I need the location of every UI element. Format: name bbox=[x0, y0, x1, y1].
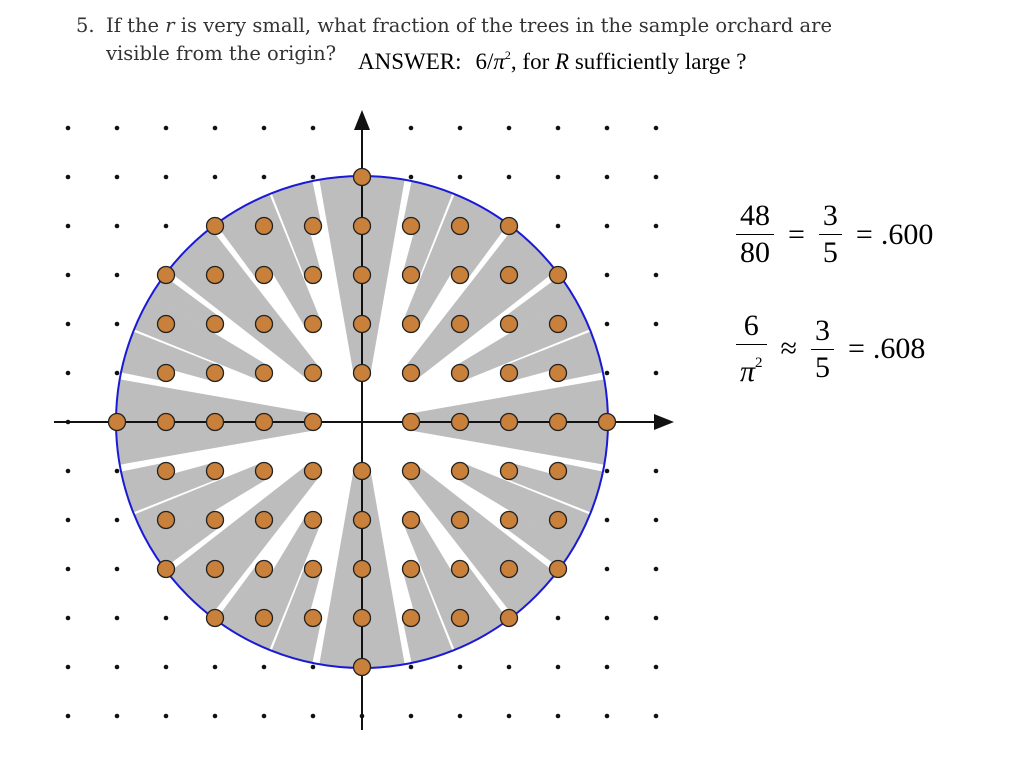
tree bbox=[403, 561, 420, 578]
eq2-value: .608 bbox=[872, 332, 926, 365]
lattice-point bbox=[115, 371, 120, 376]
lattice-point bbox=[654, 175, 659, 180]
lattice-point bbox=[654, 567, 659, 572]
shadow-wedge bbox=[0, 100, 171, 282]
tree bbox=[354, 659, 371, 676]
lattice-point bbox=[605, 665, 610, 670]
eq2-exp: 2 bbox=[755, 355, 763, 371]
lattice-point bbox=[458, 714, 463, 719]
tree bbox=[452, 512, 469, 529]
tree bbox=[501, 316, 518, 333]
shadow-wedge bbox=[403, 566, 583, 740]
lattice-point bbox=[164, 665, 169, 670]
lattice-point bbox=[605, 518, 610, 523]
tree bbox=[207, 218, 224, 235]
lattice-point bbox=[458, 175, 463, 180]
tree bbox=[354, 610, 371, 627]
tree bbox=[305, 414, 322, 431]
shadow-wedge bbox=[0, 100, 220, 331]
tree bbox=[305, 512, 322, 529]
tree bbox=[403, 610, 420, 627]
tree bbox=[256, 610, 273, 627]
tree bbox=[354, 561, 371, 578]
lattice-point bbox=[409, 175, 414, 180]
eq1-value: .600 bbox=[880, 217, 934, 251]
lattice-point bbox=[311, 665, 316, 670]
tree bbox=[403, 316, 420, 333]
tree bbox=[452, 365, 469, 382]
lattice-point bbox=[66, 714, 71, 719]
answer-text-a: , for bbox=[510, 49, 555, 74]
eq1-equals-a: = bbox=[788, 217, 805, 251]
tree bbox=[403, 512, 420, 529]
lattice-point bbox=[66, 518, 71, 523]
lattice-point bbox=[605, 126, 610, 131]
eq2-denominator-2: 5 bbox=[811, 349, 834, 386]
lattice-point bbox=[164, 175, 169, 180]
lattice-point bbox=[66, 322, 71, 327]
shadow-wedge bbox=[0, 201, 218, 381]
lattice-point bbox=[409, 126, 414, 131]
fraction-3-5-b bbox=[811, 313, 834, 386]
eq1-denominator-2: 5 bbox=[819, 234, 842, 271]
lattice-point bbox=[311, 126, 316, 131]
answer-var-R: R bbox=[555, 49, 570, 74]
lattice-point bbox=[654, 616, 659, 621]
tree bbox=[550, 316, 567, 333]
lattice-point bbox=[262, 714, 267, 719]
equation-limit bbox=[730, 308, 925, 390]
shadow-wedge bbox=[506, 201, 700, 381]
tree bbox=[256, 267, 273, 284]
lattice-point bbox=[115, 616, 120, 621]
tree bbox=[501, 414, 518, 431]
tree bbox=[158, 561, 175, 578]
lattice-point bbox=[115, 714, 120, 719]
question-line-2: visible from the origin? bbox=[106, 42, 337, 65]
lattice-point bbox=[556, 665, 561, 670]
lattice-point bbox=[66, 567, 71, 572]
lattice-point bbox=[556, 224, 561, 229]
lattice-point bbox=[556, 714, 561, 719]
lattice-point bbox=[213, 714, 218, 719]
eq2-equals: = bbox=[848, 332, 865, 365]
tree bbox=[550, 414, 567, 431]
lattice-point bbox=[115, 224, 120, 229]
tree bbox=[403, 267, 420, 284]
lattice-point bbox=[66, 273, 71, 278]
tree bbox=[158, 267, 175, 284]
tree bbox=[207, 365, 224, 382]
lattice-point bbox=[556, 616, 561, 621]
tree bbox=[256, 414, 273, 431]
tree bbox=[305, 365, 322, 382]
lattice-point bbox=[507, 126, 512, 131]
question-line-1a: If the bbox=[106, 14, 166, 37]
lattice-point bbox=[654, 714, 659, 719]
tree bbox=[501, 267, 518, 284]
tree bbox=[158, 365, 175, 382]
tree bbox=[501, 610, 518, 627]
answer-pi: π bbox=[493, 49, 505, 74]
equation-ratio bbox=[730, 198, 933, 271]
lattice-point bbox=[605, 616, 610, 621]
tree bbox=[256, 316, 273, 333]
shadow-wedges bbox=[0, 100, 700, 740]
shadow-wedge bbox=[0, 100, 222, 231]
lattice-point bbox=[605, 469, 610, 474]
lattice-point bbox=[66, 224, 71, 229]
lattice-point bbox=[164, 224, 169, 229]
tree bbox=[452, 610, 469, 627]
lattice-point bbox=[654, 665, 659, 670]
tree bbox=[305, 561, 322, 578]
tree bbox=[354, 365, 371, 382]
tree bbox=[452, 463, 469, 480]
lattice-point bbox=[66, 175, 71, 180]
lattice-point bbox=[66, 371, 71, 376]
shadow-wedge bbox=[506, 463, 700, 643]
lattice-point bbox=[556, 175, 561, 180]
tree bbox=[550, 365, 567, 382]
answer-text bbox=[358, 48, 746, 75]
tree bbox=[207, 414, 224, 431]
lattice-point bbox=[507, 175, 512, 180]
tree bbox=[452, 218, 469, 235]
lattice-point bbox=[115, 567, 120, 572]
lattice-point bbox=[115, 665, 120, 670]
tree bbox=[207, 267, 224, 284]
shadow-wedge bbox=[502, 613, 700, 740]
tree bbox=[550, 463, 567, 480]
eq2-numerator-2: 3 bbox=[815, 313, 830, 347]
lattice-point bbox=[115, 273, 120, 278]
tree bbox=[501, 561, 518, 578]
tree bbox=[207, 512, 224, 529]
tree bbox=[354, 463, 371, 480]
tree bbox=[256, 218, 273, 235]
shadow-wedge bbox=[453, 564, 700, 740]
tree bbox=[550, 267, 567, 284]
tree bbox=[158, 414, 175, 431]
lattice-point bbox=[213, 665, 218, 670]
tree bbox=[305, 316, 322, 333]
lattice-point bbox=[605, 224, 610, 229]
lattice-point bbox=[164, 126, 169, 131]
tree bbox=[501, 512, 518, 529]
shadow-wedge bbox=[553, 100, 700, 282]
tree bbox=[158, 463, 175, 480]
shadow-wedge bbox=[504, 513, 700, 740]
lattice-point bbox=[262, 175, 267, 180]
shadow-wedge bbox=[6, 564, 272, 740]
lattice-point bbox=[262, 665, 267, 670]
lattice-point bbox=[115, 518, 120, 523]
lattice-point bbox=[115, 469, 120, 474]
tree bbox=[403, 414, 420, 431]
eq1-denominator: 80 bbox=[736, 234, 774, 271]
eq2-pi: π bbox=[740, 355, 756, 388]
tree bbox=[354, 218, 371, 235]
tree bbox=[207, 463, 224, 480]
tree bbox=[256, 512, 273, 529]
lattice-point bbox=[458, 665, 463, 670]
tree bbox=[354, 169, 371, 186]
eq2-numerator: 6 bbox=[743, 309, 759, 342]
tree bbox=[158, 316, 175, 333]
lattice-point bbox=[654, 371, 659, 376]
lattice-point bbox=[115, 322, 120, 327]
answer-text-b: sufficiently large ? bbox=[569, 49, 747, 74]
lattice-point bbox=[409, 714, 414, 719]
tree bbox=[109, 414, 126, 431]
shadow-wedge bbox=[504, 100, 700, 331]
lattice-point bbox=[164, 714, 169, 719]
lattice-point bbox=[654, 518, 659, 523]
fraction-6-pi2 bbox=[736, 308, 767, 390]
shadow-wedge bbox=[0, 463, 218, 643]
lattice-point bbox=[556, 126, 561, 131]
shadow-wedge bbox=[0, 562, 171, 740]
answer-label: ANSWER: bbox=[358, 49, 462, 74]
tree bbox=[207, 561, 224, 578]
lattice-point bbox=[66, 469, 71, 474]
tree bbox=[158, 512, 175, 529]
lattice-point bbox=[654, 126, 659, 131]
shadow-wedge bbox=[502, 100, 700, 231]
eq1-equals-b: = bbox=[855, 217, 873, 251]
eq1-numerator-2: 3 bbox=[822, 199, 838, 232]
lattice-point bbox=[213, 126, 218, 131]
lattice-point bbox=[605, 567, 610, 572]
tree bbox=[599, 414, 616, 431]
tree bbox=[501, 218, 518, 235]
lattice-point bbox=[164, 616, 169, 621]
lattice-point bbox=[311, 175, 316, 180]
tree bbox=[354, 267, 371, 284]
lattice-point bbox=[115, 126, 120, 131]
lattice-point bbox=[507, 714, 512, 719]
lattice-point bbox=[262, 126, 267, 131]
tree bbox=[256, 463, 273, 480]
shadow-wedge bbox=[6, 100, 272, 280]
lattice-point bbox=[654, 273, 659, 278]
shadow-wedge bbox=[141, 566, 321, 740]
tree bbox=[207, 610, 224, 627]
tree bbox=[256, 561, 273, 578]
tree bbox=[305, 463, 322, 480]
lattice-point bbox=[654, 322, 659, 327]
tree bbox=[305, 218, 322, 235]
tree bbox=[354, 512, 371, 529]
lattice-point bbox=[409, 665, 414, 670]
lattice-point bbox=[654, 469, 659, 474]
answer-frac-num: 6/ bbox=[475, 49, 494, 74]
lattice-point bbox=[311, 714, 316, 719]
tree bbox=[305, 267, 322, 284]
tree bbox=[256, 365, 273, 382]
tree bbox=[403, 218, 420, 235]
lattice-point bbox=[458, 126, 463, 131]
tree bbox=[550, 561, 567, 578]
lattice-point bbox=[605, 714, 610, 719]
lattice-point bbox=[115, 175, 120, 180]
orchard-diagram bbox=[0, 100, 700, 740]
shadow-wedge bbox=[453, 100, 700, 280]
eq2-approx: ≈ bbox=[780, 332, 797, 365]
lattice-point bbox=[213, 175, 218, 180]
question-number: 5. bbox=[76, 14, 95, 37]
lattice-point bbox=[654, 224, 659, 229]
answer-exp: 2 bbox=[504, 48, 511, 62]
tree bbox=[207, 316, 224, 333]
tree bbox=[452, 267, 469, 284]
shadow-wedge bbox=[0, 513, 220, 740]
tree bbox=[305, 610, 322, 627]
lattice-point bbox=[66, 616, 71, 621]
tree bbox=[403, 365, 420, 382]
lattice-point bbox=[66, 126, 71, 131]
tree bbox=[501, 463, 518, 480]
tree bbox=[501, 365, 518, 382]
eq2-denominator bbox=[736, 344, 767, 390]
lattice-point bbox=[507, 665, 512, 670]
eq1-numerator: 48 bbox=[740, 199, 770, 232]
tree bbox=[452, 414, 469, 431]
lattice-point bbox=[605, 273, 610, 278]
question-line-1b: is very small, what fraction of the trees in the sample orchard are bbox=[174, 14, 832, 37]
tree bbox=[550, 512, 567, 529]
tree bbox=[452, 561, 469, 578]
fraction-48-80 bbox=[736, 198, 774, 271]
lattice-point bbox=[66, 665, 71, 670]
tree bbox=[403, 463, 420, 480]
lattice-point bbox=[605, 322, 610, 327]
shadow-wedge bbox=[0, 613, 222, 740]
question-var-r: r bbox=[165, 14, 175, 37]
lattice-point bbox=[605, 371, 610, 376]
tree bbox=[452, 316, 469, 333]
shadow-wedge bbox=[553, 562, 700, 740]
lattice-point bbox=[605, 175, 610, 180]
tree bbox=[354, 316, 371, 333]
fraction-3-5 bbox=[819, 198, 842, 271]
